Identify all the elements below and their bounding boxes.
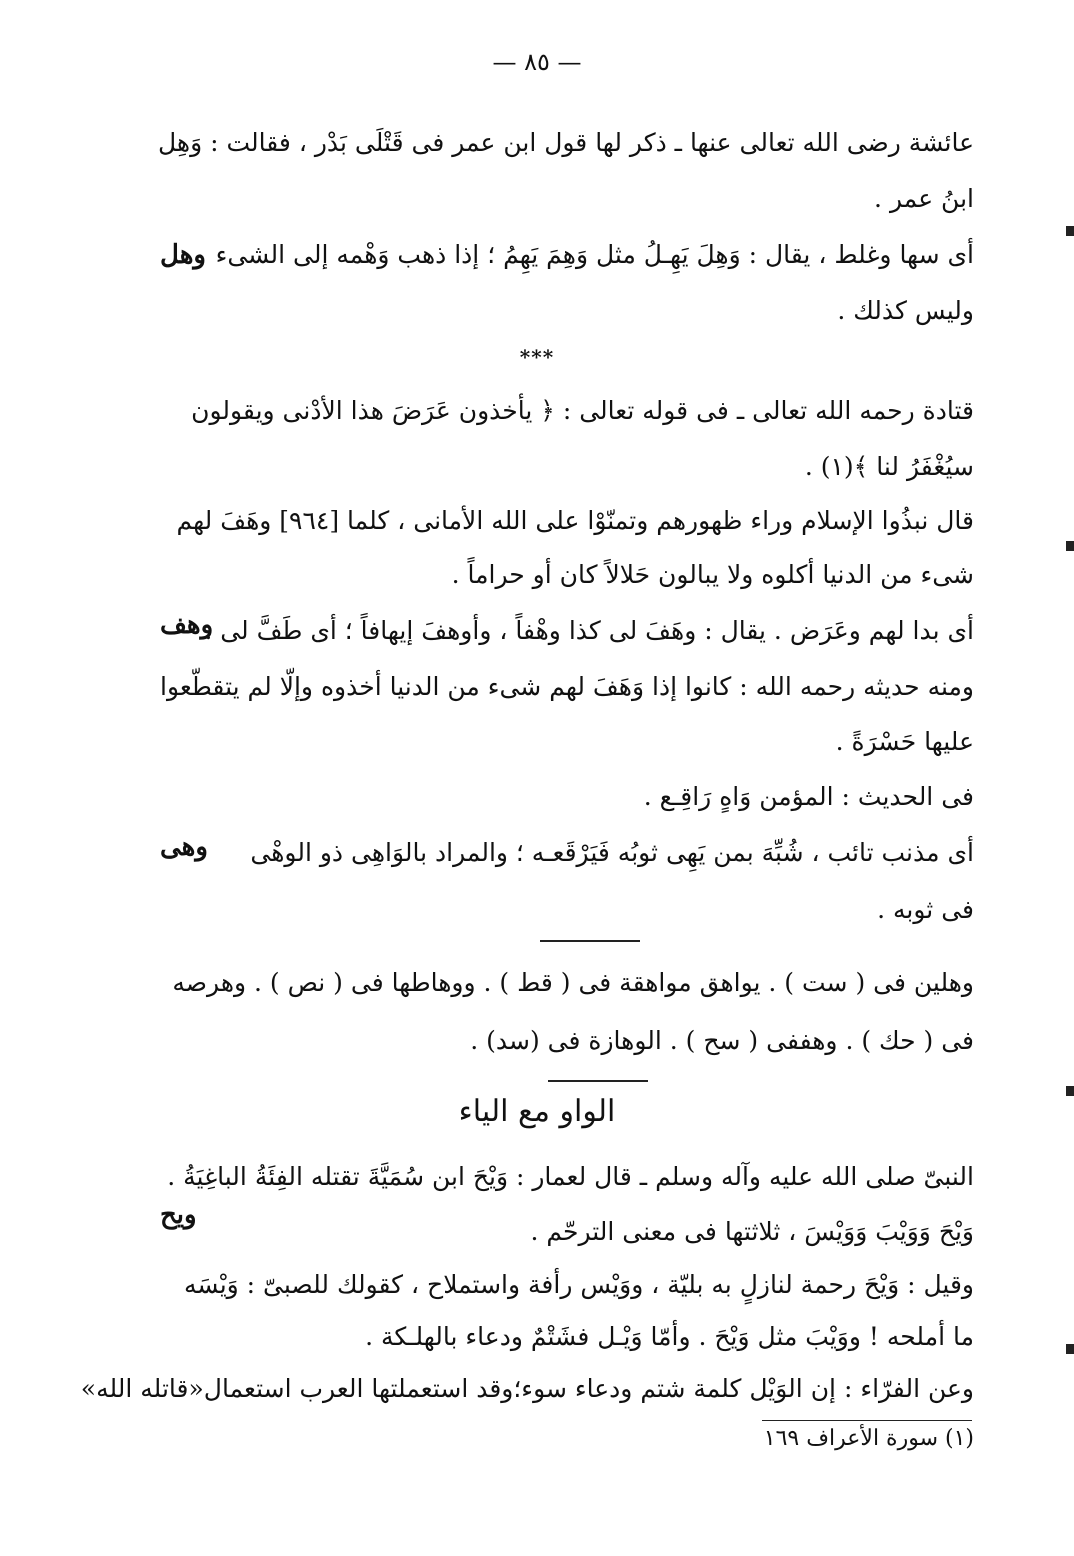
cross-reference-line: فى ( حك ) . وهففى ( سح ) . الوهازة فى (سد) . [470,1026,974,1055]
margin-entry-word: وهف [160,610,214,640]
page-number: — ٨٥ — [492,48,582,76]
edge-mark [1066,541,1074,551]
text-line: أى سها وغلط ، يقال : وَهِلَ يَهِـلُ مثل وَهِمَ يَهِمُ ؛ إذا ذهب وَهْمه إلى الشىء [215,240,974,269]
text-line: قتادة رحمه الله تعالى ـ فى قوله تعالى : ﴿ يأخذون عَرَضَ هذا الأدْنى ويقولون [191,396,974,425]
cross-reference-line: وهلين فى ( ست ) . يواهق مواهقة فى ( قط ) . ووهاطها فى ( نص ) . وهرصه [172,968,974,997]
text-line: فى ثوبه . [877,895,974,924]
text-line: قال نبذُوا الإسلام وراء ظهورهم وتمنّوْا على الله الأمانى ، كلما [٩٦٤] وهَفَ لهم [176,506,974,535]
text-line: عليها حَسْرَةً . [835,727,974,756]
margin-entry-word: وهى [160,832,208,862]
text-line: ما أملحه ! ووَيْبَ مثل وَيْحَ . وأمّا وَيْـل فشَتْمٌ ودعاء بالهلـكة . [365,1322,974,1351]
edge-mark [1066,1344,1074,1354]
text-line: أى بدا لهم وعَرَض . يقال : وهَفَ لى كذا وهْفاً ، وأوهفَ إيهافاً ؛ أى طَفَّ لى . [204,616,974,645]
text-line: ابنُ عمر . [874,184,974,213]
text-line: أى مذنب تائب ، شُبِّهَ بمن يَهِى ثوبُه فَيَرْقَعـه ؛ والمراد بالوَاهِى ذو الوهْى [250,838,974,867]
margin-entry-word: وهل [160,240,206,270]
text-line: وعن الفرّاء : إن الوَيْل كلمة شتم ودعاء سوء؛وقد استعملتها العرب استعمال«قاتله الله» [80,1374,974,1403]
margin-entry-word: ويح [160,1200,197,1230]
footnote: (١) سورة الأعراف ١٦٩ [763,1426,974,1451]
text-line: وَيْحَ وَوَيْبَ وَوَيْسَ ، ثلاثتها فى معنى الترحّم . [530,1217,974,1246]
edge-mark [1066,226,1074,236]
text-line: وليس كذلك . [837,296,974,325]
edge-mark [1066,1086,1074,1096]
section-divider [548,1080,648,1082]
text-line: وقيل : وَيْحَ رحمة لنازلٍ به بليّة ، ووَيْس رأفة واستملاح ، كقولك للصبىّ : وَيْسَه [183,1270,974,1299]
text-line: النبىّ صلى الله عليه وآله وسلم ـ قال لعمار : وَيْحَ ابن سُمَيَّةَ تقتله الفِئَةُ الباغِيَةُ . [167,1162,974,1191]
text-line: سيُغْفَرُ لنا ﴾(١) . [804,452,974,481]
text-line: فى الحديث : المؤمن وَاهٍ رَاقِـع . [643,782,974,811]
text-line: ومنه حديثه رحمه الله : كانوا إذا وَهَفَ لهم شىء من الدنيا أخذوه وإلّا لم يتقطّعوا [160,672,974,701]
text-line: عائشة رضى الله تعالى عنها ـ ذكر لها قول ابن عمر فى قَتْلَى بَدْر ، فقالت : وَهِل [157,128,974,157]
section-divider [540,940,640,942]
text-line: شىء من الدنيا أكلوه ولا يبالون حَلالاً كان أو حراماً . [451,560,974,589]
chapter-heading: الواو مع الياء [458,1094,616,1129]
footnote-rule [762,1420,972,1421]
section-stars: *** [519,345,555,369]
